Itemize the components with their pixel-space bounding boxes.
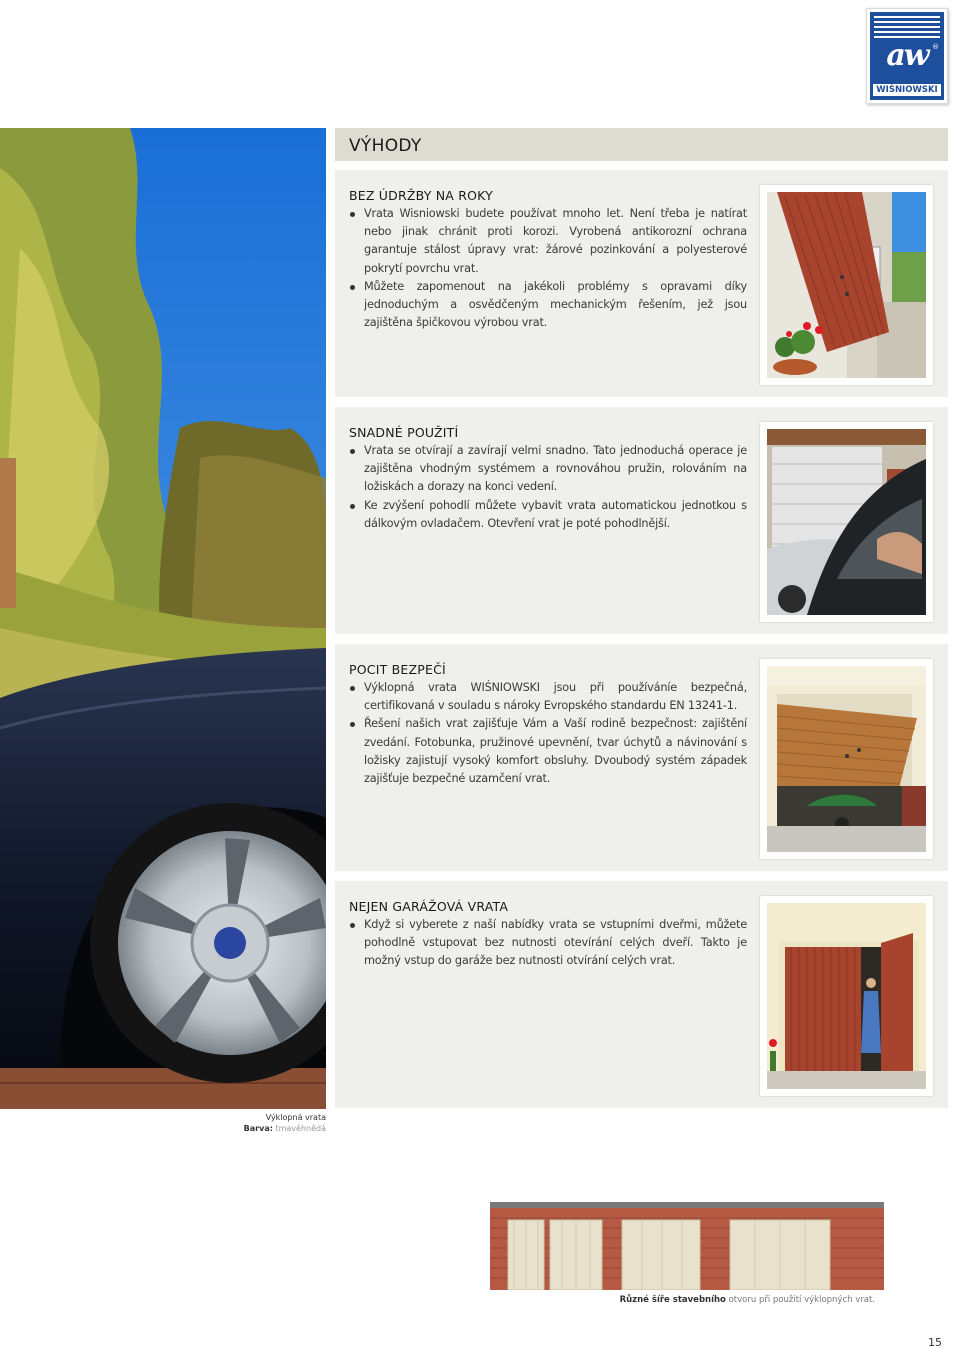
logo-aw-text: aw (886, 38, 928, 73)
section-safety (335, 644, 948, 871)
logo-stripes (874, 16, 940, 38)
photo-door-with-wicket (760, 896, 933, 1096)
photo-illustration (767, 192, 926, 378)
section-entry-door (335, 881, 948, 1108)
page-number: 15 (928, 1336, 942, 1349)
bottom-caption (560, 1295, 875, 1305)
row-of-garages-illustration (490, 1196, 884, 1290)
section-list (349, 679, 747, 788)
bottom-caption-bold: Různé šíře stavebního (619, 1295, 726, 1305)
section-easy-use (335, 407, 948, 634)
hero-caption-title: Výklopná vrata (265, 1113, 326, 1122)
photo-illustration (767, 429, 926, 615)
section-title: POCIT BEZPEČÍ (349, 662, 446, 677)
list-item: Řešení našich vrat zajišťuje Vám a Vaší rodině bezpečnost: zajištění zvedání. Fotobunka, pružinové upevnění, tvar úchytů a návinování s ložisky zajistují vysoký komfort obsluhy. Dvoubodý systém západek zajišťuje bezpečné uzamčení vrat. (349, 715, 747, 788)
section-header-bar (335, 128, 948, 161)
bottom-caption-rest: otvoru při použití výklopných vrat. (728, 1295, 875, 1305)
hero-caption-value: tmavěhnědá (275, 1124, 326, 1133)
list-item: Vrata Wisniowski budete používat mnoho let. Není třeba je natírat nebo jinak chránit proti korozi. Vyrobená antikorozní ochrana garantuje stálost úpravy vrat: žárové pozinkování a polyesterové pokrytí povrchu vrat. (349, 205, 747, 278)
section-list (349, 442, 747, 533)
page-title: VÝHODY (349, 136, 422, 156)
photo-oak-door-wheelbarrow (760, 659, 933, 859)
section-maintenance (335, 170, 948, 397)
list-item: Výklopná vrata WIŚNIOWSKI jsou při používáníe bezpečná, certifikovaná v souladu s nároky Evropského standardu EN 13241-1. (349, 679, 747, 715)
list-item: Vrata se otvírají a zavírají velmi snadno. Tato jednoduchá operace je zajištěna vhodným systémem a rovnováhou pružin, rolováním na ložiskách a dorazy na konci vedení. (349, 442, 747, 497)
hero-photo-car (0, 128, 326, 1109)
logo-mark (870, 12, 944, 100)
section-title: SNADNÉ POUŽITÍ (349, 425, 459, 440)
photo-illustration (767, 903, 926, 1089)
hero-caption-color (0, 1124, 326, 1133)
section-title: NEJEN GARÁŽOVÁ VRATA (349, 899, 509, 914)
list-item: Můžete zapomenout na jakékoli problémy s opravami díky jednoduchým a osvědčeným mechanickým řešením, jež jsou zajištěna špičkovou výrobou vrat. (349, 278, 747, 333)
section-list (349, 205, 747, 332)
photo-car-remote (760, 422, 933, 622)
section-list (349, 916, 747, 971)
logo-registered-mark: ® (932, 43, 939, 51)
list-item: Ke zvýšení pohodlí můžete vybavit vrata automatickou jednotkou s dálkovým ovladačem. Otevření vrat je poté pohodlnější. (349, 497, 747, 533)
photo-illustration (767, 666, 926, 852)
photo-open-door-flowers (760, 185, 933, 385)
brand-logo (866, 8, 948, 104)
logo-brand-name: WIŚNIOWSKI (873, 84, 941, 96)
list-item: Když si vyberete z naší nabídky vrata se vstupními dveřmi, můžete pohodlně vstupovat bez nutnosti otevírání celých dveří. Takto je možný vstup do garáže bez nutnosti otvírání celých vrat. (349, 916, 747, 971)
hero-caption-label: Barva: (243, 1124, 273, 1133)
section-title: BEZ ÚDRŽBY NA ROKY (349, 188, 493, 203)
hero-photo-illustration (0, 128, 326, 1109)
